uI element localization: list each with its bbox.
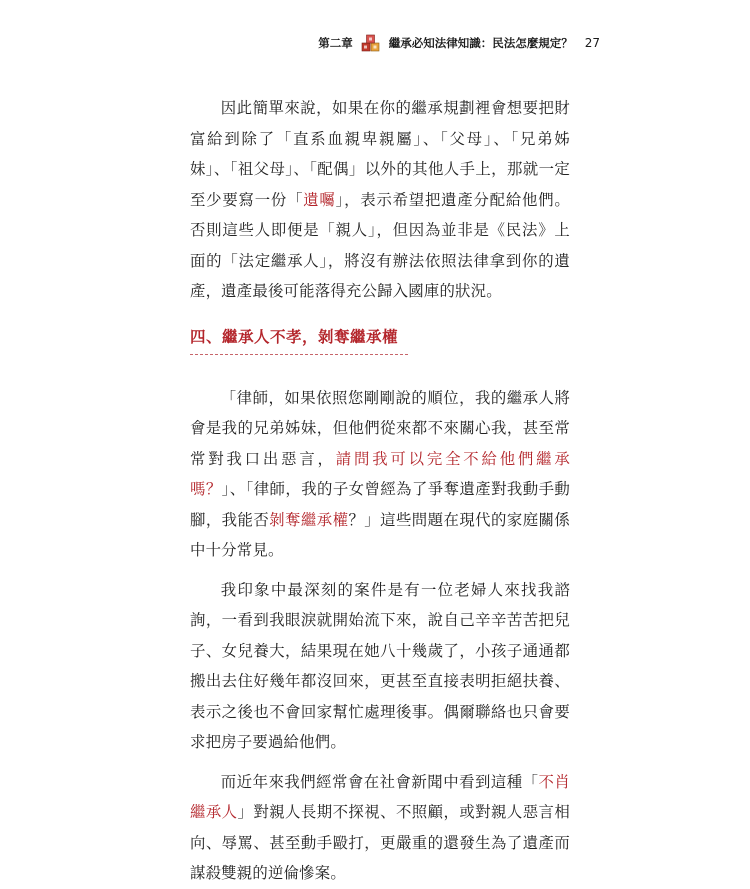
paragraph-2-text-a: 「律師，如果依照您剛剛說的順位，我的繼承人將會是我的兄弟姊妹，但他們從來都不來關心我，甚至常常對我口出惡言， xyxy=(190,388,570,468)
paragraph-3-text: 我印象中最深刻的案件是有一位老婦人來找我諮詢，一看到我眼淚就開始流下來，說自己辛辛苦苦把兒子、女兒養大，結果現在她八十幾歲了，小孩子通通都搬出去住好幾年都沒回來，更甚至直接表明拒絕扶養、表示之後也不會回家幫忙處理後事。偶爾聯絡也只會要求把房子要過給他們。 xyxy=(190,580,570,751)
paragraph-1-highlight-will: 遺囑 xyxy=(303,190,336,209)
paragraph-2-text-c: ？」這些問題在現代的家庭關係中十分常見。 xyxy=(190,510,570,559)
paragraph-2-highlight-deprive: 剝奪繼承權 xyxy=(269,510,349,529)
paragraph-1 xyxy=(190,93,570,307)
chapter-label: 第二章 xyxy=(318,36,353,50)
running-header xyxy=(318,33,600,53)
header-title: 繼承必知法律知識：民法怎麼規定？ xyxy=(388,36,573,50)
section-heading-wrap xyxy=(190,325,570,357)
paragraph-4-highlight-unfilial: 不肖繼承人 xyxy=(190,772,570,821)
paragraph-1-text-b: 」，表示希望把遺產分配給他們。否則這些人即便是「親人」，但因為並非是《民法》上面的「法定繼承人」，將沒有辦法依照法律拿到你的遺產，遺產最後可能落得充公歸入國庫的狀況。 xyxy=(190,190,570,300)
paragraph-3 xyxy=(190,575,570,758)
section-heading: 四、繼承人不孝，剝奪繼承權 xyxy=(190,325,408,355)
page-number: 27 xyxy=(584,36,600,50)
blocks-icon xyxy=(361,33,381,53)
paragraph-2-highlight-question: 請問我可以完全不給他們繼承嗎？ xyxy=(190,449,570,498)
paragraph-1-text-a: 因此簡單來說，如果在你的繼承規劃裡會想要把財富給到除了「直系血親卑親屬」、「父母」、「兄弟姊妹」、「祖父母」、「配偶」以外的其他人手上，那就一定至少要寫一份「 xyxy=(190,99,570,209)
paragraph-2-text-b: 」、「律師，我的子女曾經為了爭奪遺產對我動手動腳，我能否 xyxy=(190,480,570,529)
paragraph-2 xyxy=(190,383,570,566)
paragraph-4-text-a: 而近年來我們經常會在社會新聞中看到這種「 xyxy=(220,772,539,791)
paragraph-4-text-b: 」對親人長期不探視、不照顧，或對親人惡言相向、辱罵、甚至動手毆打，更嚴重的還發生為了遺產而謀殺雙親的逆倫慘案。 xyxy=(190,803,570,882)
paragraph-4 xyxy=(190,767,570,889)
body-content xyxy=(190,93,570,889)
